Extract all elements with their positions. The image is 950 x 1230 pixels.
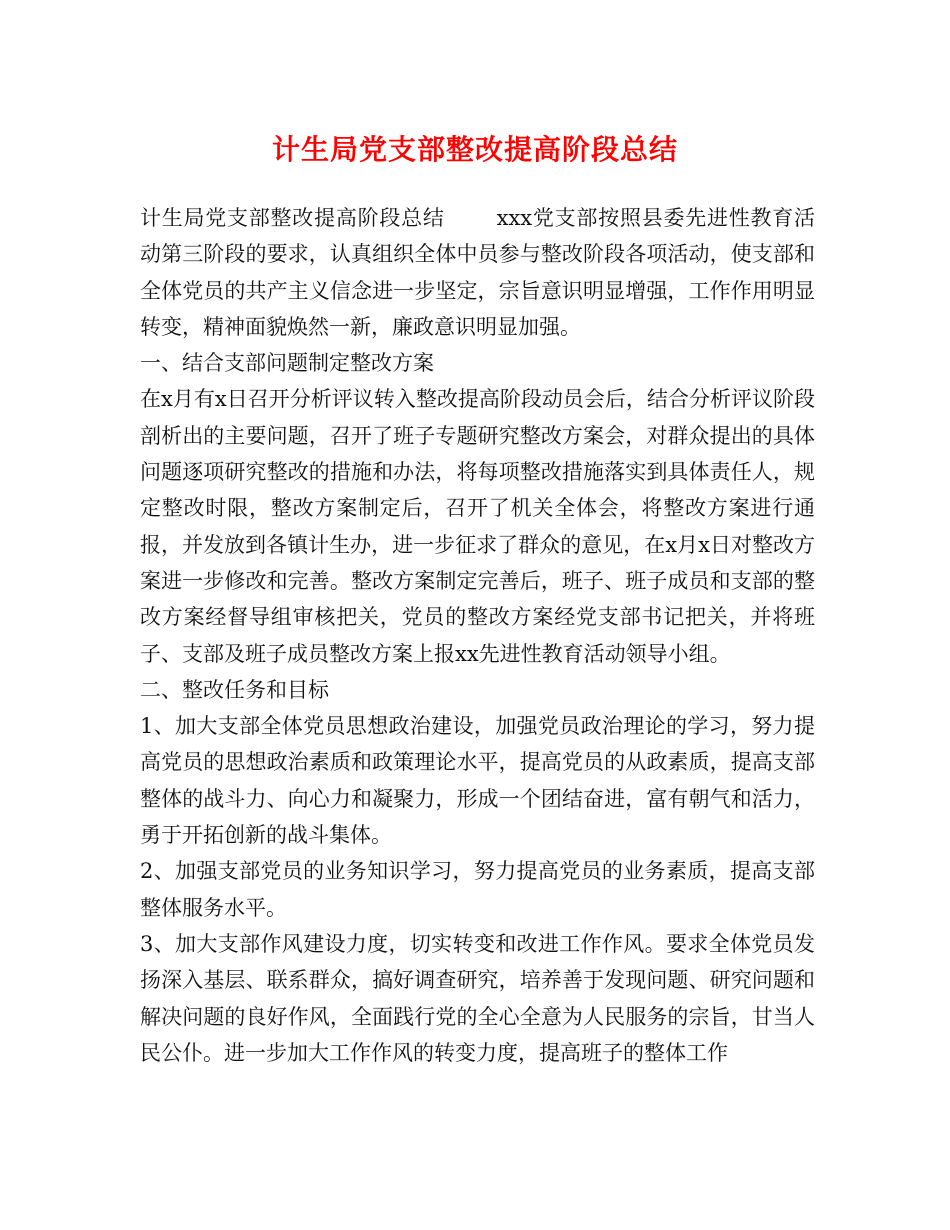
section-heading-1: 一、结合支部问题制定整改方案 [140, 351, 434, 376]
body-paragraph: 1、加大支部全体党员思想政治建设，加强党员政治理论的学习，努力提高党员的思想政治素质和政策理论水平，提高党员的从政素质，提高支部整体的战斗力、向心力和凝聚力，形成一个团结奋进，富有朝气和活力，勇于开拓创新的战斗集体。 [140, 714, 815, 848]
body-paragraph: 2、加强支部党员的业务知识学习，努力提高党员的业务素质，提高支部整体服务水平。 [140, 859, 815, 920]
section-heading-2: 二、整改任务和目标 [140, 677, 329, 702]
body-paragraph: 3、加大支部作风建设力度，切实转变和改进工作作风。要求全体党员发扬深入基层、联系群众，搞好调查研究，培养善于发现问题、研究问题和解决问题的良好作风，全面践行党的全心全意为人民服务的宗旨，甘当人民公仆。进一步加大工作作风的转变力度，提高班子的整体工作 [140, 931, 815, 1065]
document-body [140, 200, 815, 1071]
intro-paragraph [140, 200, 815, 345]
intro-lead: 计生局党支部整改提高阶段总结 [140, 206, 445, 230]
body-paragraph: 在x月有x日召开分析评议转入整改提高阶段动员会后，结合分析评议阶段剖析出的主要问题，召开了班子专题研究整改方案会，对群众提出的具体问题逐项研究整改的措施和办法，将每项整改措施落实到具体责任人，规定整改时限，整改方案制定后，召开了机关全体会，将整改方案进行通报，并发放到各镇计生办，进一步征求了群众的意见，在x月x日对整改方案进一步修改和完善。整改方案制定完善后，班子、班子成员和支部的整改方案经督导组审核把关，党员的整改方案经党支部书记把关，并将班子、支部及班子成员整改方案上报xx先进性教育活动领导小组。 [140, 387, 815, 666]
document-title: 计生局党支部整改提高阶段总结 [271, 133, 678, 166]
intro-text: xxx党支部按照县委先进性教育活动第三阶段的要求，认真组织全体中员参与整改阶段各项活动，使支部和全体党员的共产主义信念进一步坚定，宗旨意识明显增强，工作作用明显转变，精神面貌焕然一新，廉政意识明显加强。 [140, 206, 816, 339]
